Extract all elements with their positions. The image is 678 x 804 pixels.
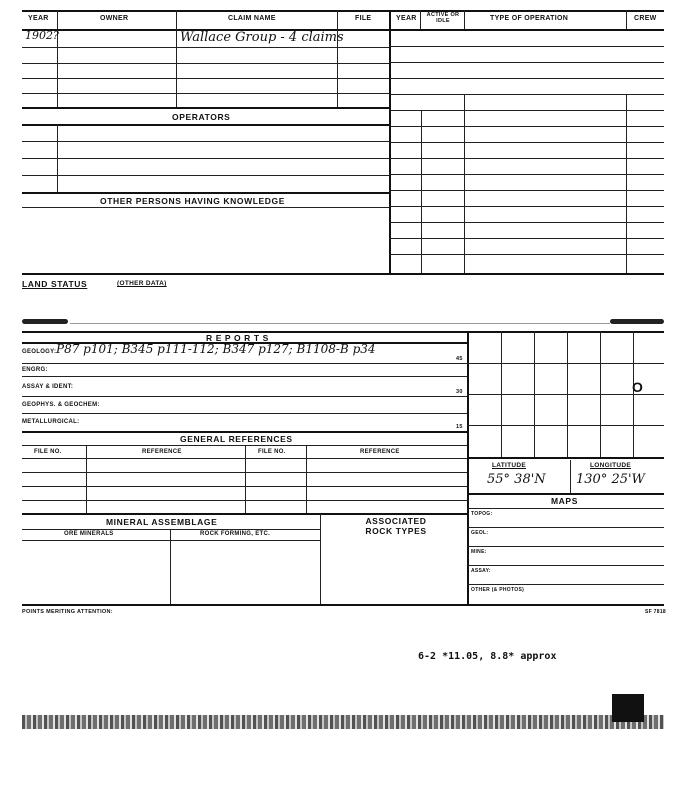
- geology-label: GEOLOGY:: [22, 349, 57, 355]
- geology-value: P87 p101; B345 p111-112; B347 p127; B1108-B p34: [56, 342, 376, 356]
- maps-other: OTHER (& PHOTOS): [471, 587, 525, 593]
- header-year-2: YEAR: [396, 15, 417, 22]
- operators-title: OPERATORS: [172, 112, 231, 122]
- ore-minerals-header: ORE MINERALS: [64, 531, 114, 537]
- reports-num-30: 30: [456, 389, 463, 395]
- maps-title: MAPS: [551, 496, 578, 506]
- reports-num-15: 15: [456, 424, 463, 430]
- geophys-label: GEOPHYS. & GEOCHEM:: [22, 402, 100, 408]
- header-active-idle: ACTIVE OR IDLE: [426, 12, 460, 24]
- land-status-label: LAND STATUS: [22, 279, 88, 289]
- land-status-sub: (OTHER DATA): [117, 280, 167, 287]
- reports-num-45: 45: [456, 356, 463, 362]
- maps-mine: MINE:: [471, 549, 487, 555]
- header-crew: CREW: [634, 15, 657, 22]
- reference-header-2: REFERENCE: [360, 449, 400, 455]
- longitude-value: 130° 25'W: [576, 472, 645, 487]
- engrg-label: ENGRG:: [22, 367, 48, 373]
- longitude-label: LONGITUDE: [590, 462, 631, 469]
- grid-circle-mark: O: [632, 379, 643, 395]
- maps-geol: GEOL:: [471, 530, 489, 536]
- file-no-header-2: FILE NO.: [258, 449, 286, 455]
- map-reference-note: 6-2 *11.05, 8.8* approx: [418, 651, 557, 662]
- reference-header: REFERENCE: [142, 449, 182, 455]
- form-number: SF 7818: [645, 609, 667, 615]
- rock-forming-header: ROCK FORMING, ETC.: [200, 531, 271, 537]
- latitude-value: 55° 38'N: [487, 472, 546, 487]
- latitude-label: LATITUDE: [492, 462, 527, 469]
- points-meriting-attention: POINTS MERITING ATTENTION:: [22, 609, 113, 615]
- assay-ident-label: ASSAY & IDENT:: [22, 384, 74, 390]
- maps-assay: ASSAY:: [471, 568, 491, 574]
- other-persons-title: OTHER PERSONS HAVING KNOWLEDGE: [100, 196, 286, 206]
- mineral-assemblage-title: MINERAL ASSEMBLAGE: [106, 517, 218, 527]
- reports-title: R E P O R T S: [206, 333, 269, 343]
- maps-topog: TOPOG:: [471, 511, 493, 517]
- general-references-title: GENERAL REFERENCES: [180, 434, 293, 444]
- header-owner: OWNER: [100, 15, 129, 22]
- first-row-claim-name: Wallace Group - 4 claims: [180, 30, 344, 45]
- header-file: FILE: [355, 15, 372, 22]
- associated-rock-types: ASSOCIATED ROCK TYPES: [365, 516, 427, 536]
- header-claim-name: CLAIM NAME: [228, 15, 276, 22]
- first-row-year: 1902?: [25, 29, 59, 42]
- file-no-header: FILE NO.: [34, 449, 62, 455]
- header-type-of-operation: TYPE OF OPERATION: [490, 15, 569, 22]
- header-year: YEAR: [28, 15, 49, 22]
- metallurgical-label: METALLURGICAL:: [22, 419, 80, 425]
